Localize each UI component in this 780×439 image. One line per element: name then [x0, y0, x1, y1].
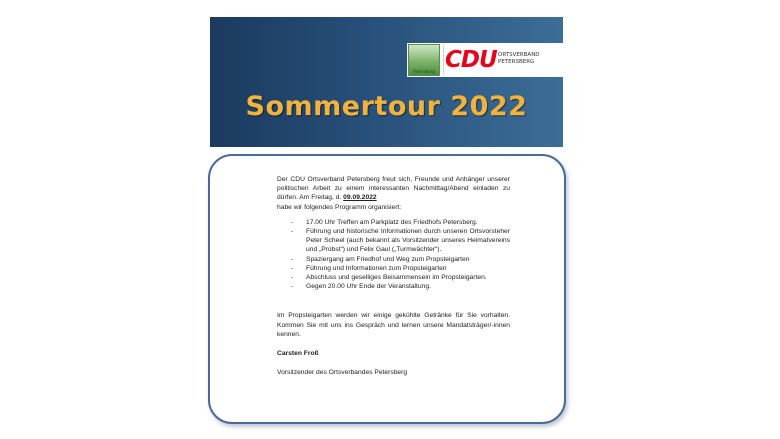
program-item-text: Abschluss und geselliges Beisammensein im Propsteigarten.: [306, 274, 487, 282]
list-item: [277, 218, 510, 227]
bullet-dash: -: [291, 274, 294, 282]
program-item-text: Führung und historische Informationen durch unseren Ortsvorsteher Peter Scheel (auch bekannt als Vorsitzender unseres Heimatvereins und „Probst“) und Felix Gaul („Turmwächter“).: [306, 228, 510, 254]
closing-paragraph: Im Propsteigarten werden wir einige gekühlte Getränke für Sie vorhalten. Kommen Sie mit uns ins Gespräch und lernen unsere Mandatsträger/-innen kennen.: [277, 312, 510, 338]
emblem-caption: Petersberg: [413, 69, 435, 74]
event-date: 09.09.2022: [343, 194, 377, 202]
list-item: [277, 255, 510, 264]
letter-body: [277, 175, 510, 377]
ortsverband-line2: PETERSBERG: [498, 59, 535, 65]
list-item: [277, 264, 510, 273]
list-item: [277, 273, 510, 282]
petersberg-emblem-icon: [408, 44, 440, 76]
signature-title: Vorsitzender des Ortsverbandes Petersberg: [277, 369, 408, 377]
program-item-text: 17.00 Uhr Treffen am Parkplatz des Friedhofs Petersberg.: [306, 218, 478, 226]
ortsverband-label: [498, 52, 540, 66]
bullet-dash: -: [291, 264, 294, 272]
list-item: [277, 227, 510, 255]
bullet-dash: -: [291, 255, 294, 263]
cdu-logo: [407, 43, 563, 77]
bullet-dash: -: [291, 283, 294, 291]
intro-end: habe wir folgendes Programm organisiert:: [277, 203, 402, 211]
signature-name: Carsten Froß: [277, 350, 319, 358]
program-item-text: Spaziergang am Friedhof und Weg zum Propsteigarten: [306, 255, 470, 263]
list-item: [277, 282, 510, 291]
intro-text: Der CDU Ortsverband Petersberg freut sich, Freunde und Anhänger unserer politischen Arbeit zu einem interessanten Nachmittag/Abend einladen zu dürfen. Am Freitag, d.: [277, 176, 510, 202]
cdu-wordmark: CDU: [445, 47, 497, 73]
page-title: Sommertour 2022: [245, 91, 528, 122]
bullet-dash: -: [291, 228, 294, 236]
header-banner: [210, 17, 563, 147]
ortsverband-line1: ORTSVERBAND: [498, 52, 540, 58]
intro-paragraph: [277, 175, 510, 203]
program-item-text: Gegen 20.00 Uhr Ende der Veranstaltung.: [306, 283, 431, 291]
program-item-text: Führung und Informationen zum Propsteigarten: [306, 264, 447, 272]
program-list: [277, 218, 510, 292]
bullet-dash: -: [291, 218, 294, 226]
logo-divider: [443, 45, 444, 75]
